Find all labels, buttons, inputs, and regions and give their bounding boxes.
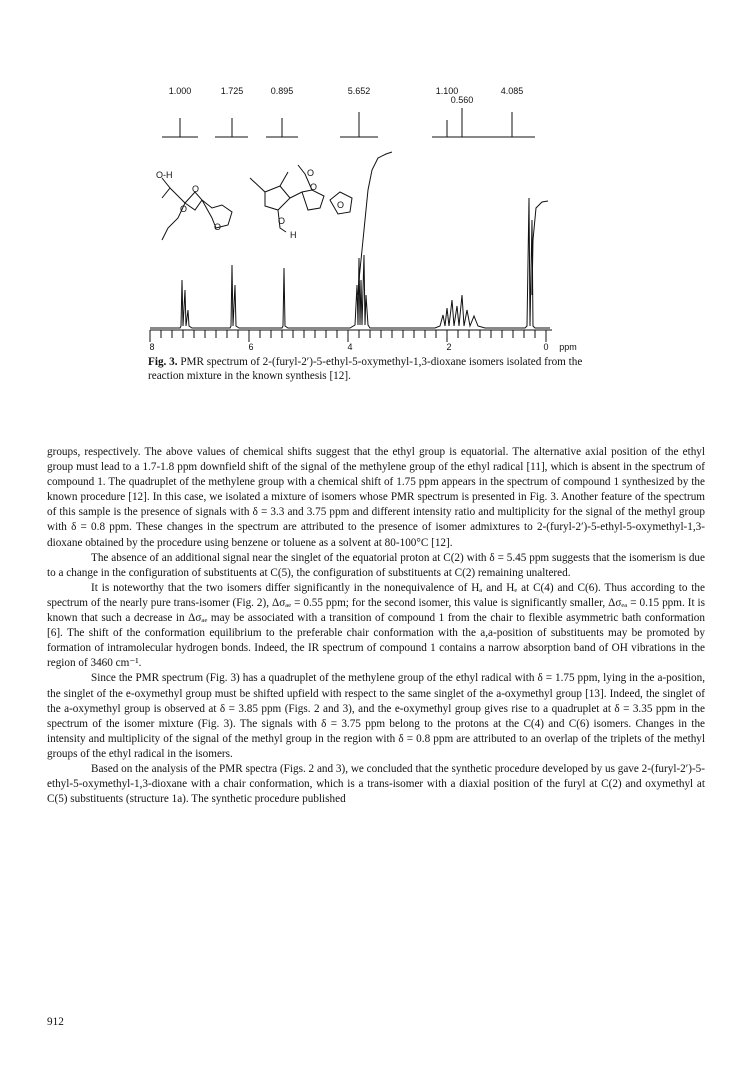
integral-label-7: 4.085 xyxy=(500,86,524,96)
paragraph-3: It is noteworthy that the two isomers differ significantly in the nonequivalence of Hₐ and Hₑ at C(4) and C(6). Thus according to the spectrum of the nearly pure trans-isomer (Fig. 2), Δσₐₑ = 0.55 ppm; for the second isomer, this value is significantly smaller, Δσₑₐ = 0.15 ppm. It is known that such a decrease in Δσₐₑ may be associated with a transition of compound 1 from the chair to flexible asymmetric bath conformation [6]. The shift of the conformation equilibrium to the preferable chair conformation with the a,a-position of substituents may be promoted by formation of intramolecular hydrogen bonds. Indeed, the IR spectrum of compound 1 contains a narrow absorption band of OH vibrations in the region of 3460 cm⁻¹. xyxy=(47,581,705,670)
integral-mark-7 xyxy=(475,112,535,137)
integral-label-3: 0.895 xyxy=(270,86,294,96)
paragraph-5: Based on the analysis of the PMR spectra (Figs. 2 and 3), we concluded that the synthetic procedure developed by us gave 2-(furyl-2′)-5-ethyl-5-oxymethyl-1,3-dioxane with a chair conformation, which is a trans-isomer with a diaxial position of the furyl at C(2) and oxymethyl at C(5) substituents (structure 1a). The synthetic procedure published xyxy=(47,762,705,806)
atom-o-1: O xyxy=(192,184,200,194)
atom-oh: O-H xyxy=(156,170,173,180)
atom-o-3: O xyxy=(214,222,222,232)
page-number: 912 xyxy=(47,1016,64,1028)
ppm-axis-ticks xyxy=(150,330,546,342)
article-body xyxy=(47,445,705,807)
axis-unit-label: ppm xyxy=(559,342,577,352)
tick-label-0: 0 xyxy=(543,342,549,352)
tick-label-6: 6 xyxy=(248,342,254,352)
integral-label-2: 1.725 xyxy=(220,86,244,96)
integral-mark-1 xyxy=(162,118,198,137)
integral-mark-6 xyxy=(456,108,480,137)
atom-o-4: O xyxy=(307,168,315,178)
integral-marks xyxy=(162,108,535,137)
integral-label-6: 0.560 xyxy=(450,95,474,105)
spectrum-svg xyxy=(140,80,590,380)
tick-label-2: 2 xyxy=(446,342,452,352)
caption-text: PMR spectrum of 2-(furyl-2′)-5-ethyl-5-oxymethyl-1,3-dioxane isomers isolated from the reaction mixture in the known synthesis [12]. xyxy=(148,356,583,382)
pmr-spectrum-figure xyxy=(140,80,590,380)
paragraph-1: groups, respectively. The above values of chemical shifts suggest that the ethyl group is equatorial. The alternative axial position of the ethyl group must lead to a 1.7-1.8 ppm downfield shift of the signal of the methylene group of the ethyl radical [11], which is absent in the spectrum of compound 1. The quadruplet of the methylene group with a chemical shift of 1.75 ppm appears in the spectrum of compound 1 synthesized by the known procedure [12]. In this case, we isolated a mixture of isomers whose PMR spectrum is presented in Fig. 3. Another feature of the spectrum of this sample is the presence of signals with δ = 3.3 and 3.75 ppm and different intensity ratio and multiplicity for the signal of the methyl group with δ = 0.8 ppm. These changes in the spectrum are attributed to the presence of isomer admixtures to 2-(furyl-2′)-5-ethyl-5-oxymethyl-1,3-dioxane obtained by the procedure using benzene or toluene as a solvent at 80-100°C [12]. xyxy=(47,446,705,549)
paragraph-4: Since the PMR spectrum (Fig. 3) has a quadruplet of the methylene group of the ethyl radical with δ = 1.75 ppm, lying in the a-position, the singlet of the e-oxymethyl group must be shifted upfield with respect to the same singlet of the a-oxymethyl group [13]. Indeed, the singlet of the a-oxymethyl group is observed at δ = 3.85 ppm (Figs. 2 and 3), and the e-oxymethyl group gives rise to a quadruplet at δ = 3.35 ppm in the spectrum of the isomer mixture (Fig. 3). The signals with δ = 3.75 ppm belong to the protons at the C(4) and C(6) isomers. Changes in the intensity and multiplicity of the signal of the methyl group in the region with δ = 0.8 ppm are attributed to an overlap of the triplets of the methyl groups of the ethyl radical in the isomers. xyxy=(47,672,705,760)
atom-o-5: O xyxy=(310,182,318,192)
caption-label: Fig. 3. xyxy=(148,356,178,368)
atom-o-7: O xyxy=(278,216,286,226)
atom-o-6: O xyxy=(337,200,345,210)
paragraph-2: The absence of an additional signal near the singlet of the equatorial proton at C(2) with δ = 5.45 ppm suggests that the isomerism is due to a change in the configuration of substituents at C(5), the configuration of substituents at C(2) remaining unaltered. xyxy=(47,551,705,579)
integral-mark-3 xyxy=(266,118,298,137)
integral-mark-4 xyxy=(340,112,378,137)
integral-label-4: 5.652 xyxy=(347,86,371,96)
integral-mark-5 xyxy=(432,120,462,137)
tick-label-8: 8 xyxy=(149,342,155,352)
atom-h: H xyxy=(290,230,297,240)
tick-label-4: 4 xyxy=(347,342,353,352)
atom-o-2: O xyxy=(180,204,188,214)
integral-mark-2 xyxy=(215,118,248,137)
molecule-structures xyxy=(162,165,352,240)
integral-curve-right xyxy=(532,201,548,295)
integral-label-5: 1.100 xyxy=(435,86,459,96)
figure-caption xyxy=(148,355,618,383)
spectrum-trace xyxy=(150,198,550,328)
integral-label-1: 1.000 xyxy=(168,86,192,96)
